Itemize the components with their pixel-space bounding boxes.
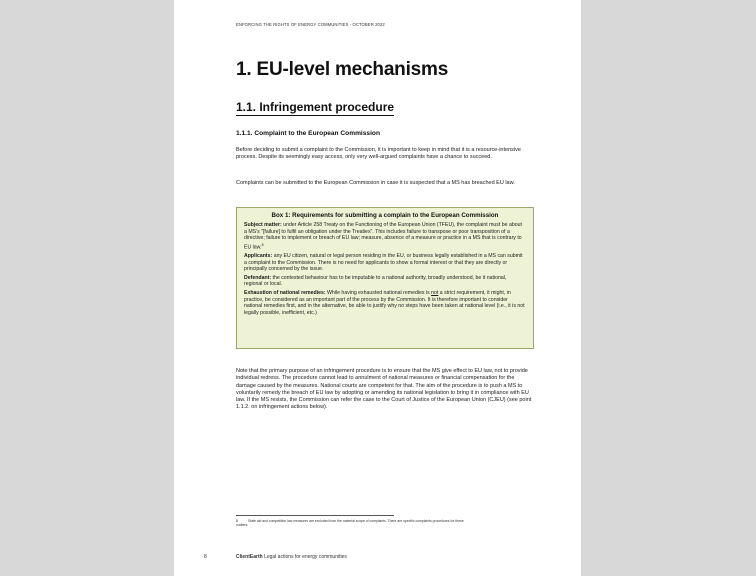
box-item-text: a strict requirement, it might, in practice, be considered as an important part of the process by the Commission. It is therefore important to consider national remedies first, and in the alternative, be able to justify why no steps have been taken at national level (i.e., it is not legally possible, inefficient, etc.) bbox=[244, 290, 525, 316]
box-item-text: While having exhausted national remedies is bbox=[325, 290, 432, 297]
footnote bbox=[236, 519, 476, 528]
purpose-paragraph: Note that the primary purpose of an infringement procedure is to ensure that the MS give effect to EU law, not to provide individual redress. The procedure cannot lead to annulment of national measures or financial compensation for the damage caused by the measures. National courts are competent for that. The aim of the procedure is to push a MS to voluntarily remedy the breach of EU law by adopting or amending its national legislation to bring it in compliance with EU law. If the MS resists, the Commission can refer the case to the Court of Justice of the European Union (CJEU) (see point 1.1.2. on infringement actions below). bbox=[236, 368, 532, 411]
box-item-text: the contested behaviour has to be imputable to a national authority, broadly understood, be it national, regional or local. bbox=[244, 274, 507, 288]
chapter-heading: 1. EU-level mechanisms bbox=[236, 59, 449, 80]
box-item-label: Subject matter: bbox=[244, 222, 282, 228]
complaints-paragraph: Complaints can be submitted to the European Commission in case it is suspected that a MS has breached EU law. bbox=[236, 180, 515, 186]
document-page bbox=[174, 0, 581, 576]
footer-title: Legal actions for energy communities bbox=[262, 554, 347, 560]
box-item-text: any EU citizen, natural or legal person residing in the EU, or business legally established in a MS can submit a complaint to the Commission. There is no need for applicants to show a formal interest or that they are directly or principally concerned by the issue. bbox=[244, 253, 523, 273]
page-number: 8 bbox=[204, 554, 207, 560]
box-item-text: under Article 258 Treaty on the Functioning of the European Union (TFEU), the complaint must be about a MS's "[failure] to fulfil an obligation under the Treaties". This includes failure to transpose or poor transposition of a directive; failure to implement or breach of EU law; measure, absence of a measure or practice in a MS that is contrary to EU law. bbox=[244, 222, 522, 251]
requirements-box bbox=[236, 207, 534, 349]
subsection-heading: 1.1.1. Complaint to the European Commission bbox=[236, 130, 380, 137]
box-item-label: Defendant: bbox=[244, 274, 272, 281]
box-item-defendant bbox=[244, 275, 526, 288]
box-item-label: Applicants: bbox=[244, 253, 273, 260]
footnote-text: State aid and competition law measures are excluded from the material scope of complaints. There are specific complaints procedures for these matters. bbox=[236, 519, 464, 528]
intro-paragraph: Before deciding to submit a complaint to the Commission, it is important to keep in mind that it is a resource-intensive process. Despite its seemingly easy access, only very well-argued complaints have a chance to succeed. bbox=[236, 147, 521, 161]
box-item-exhaustion bbox=[244, 290, 526, 316]
running-head: ENFORCING THE RIGHTS OF ENERGY COMMUNITIES - OCTOBER 2022 bbox=[236, 22, 385, 27]
box-item-subject-matter bbox=[244, 222, 526, 251]
page-footer bbox=[236, 554, 347, 560]
box-item-emphasis: not bbox=[431, 290, 439, 297]
box-title: Box 1: Requirements for submitting a complain to the European Commission bbox=[271, 212, 499, 219]
box-item-label: Exhaustion of national remedies: bbox=[244, 290, 326, 297]
brand-name: ClientEarth bbox=[236, 554, 263, 560]
footnote-ref: 8 bbox=[261, 242, 264, 247]
box-item-applicants bbox=[244, 253, 526, 273]
section-heading: 1.1. Infringement procedure bbox=[236, 100, 395, 114]
footnote-number: 8 bbox=[236, 519, 238, 523]
footnote-divider bbox=[236, 515, 394, 516]
